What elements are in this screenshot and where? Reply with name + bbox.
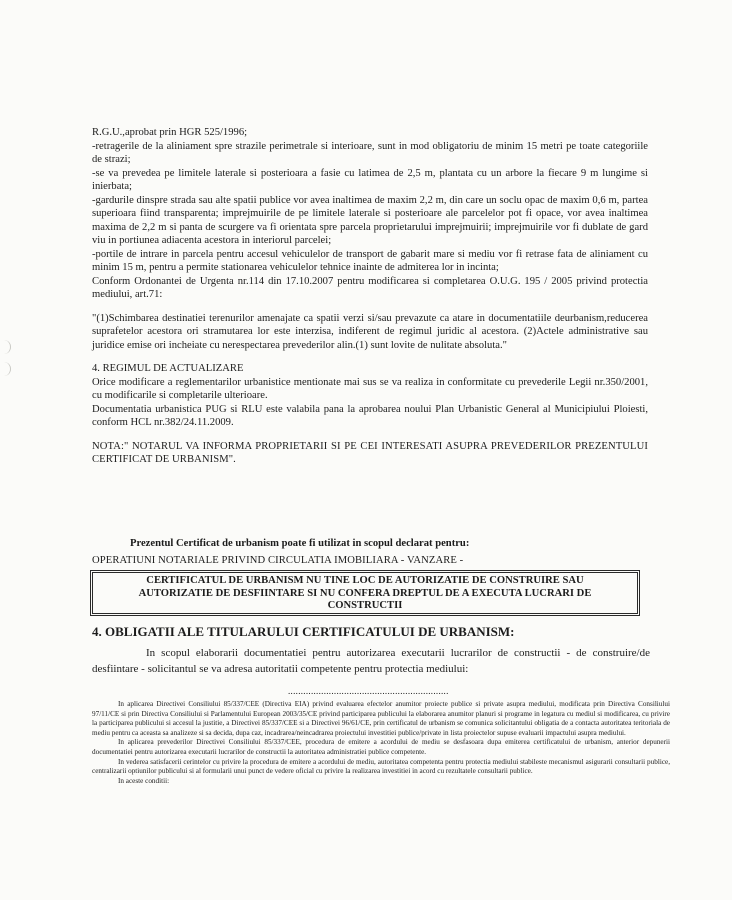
regulations-section (92, 126, 648, 467)
regime-heading: 4. REGIMUL DE ACTUALIZARE (92, 363, 244, 374)
punch-hole-mark (0, 340, 11, 354)
punch-hole-mark (0, 362, 11, 376)
dotted-line: ............................................................... (288, 686, 449, 696)
fine-paragraph: In aplicarea Directivei Consiliului 85/337/CEE (Directiva EIA) privind evaluarea efectelor anumitor proiecte publice si private asupra mediului, modificata prin Directiva Consiliului 97/11/CE si prin Directiva Consiliului si Parlamentului European 2003/35/CE privind participarea publicului la elaborarea anumitor planuri si programe in legatura cu mediul si modificarea, cu privire la participarea publicului si accesul la justitie, a Directivei 85/337/CEE si a Directivei 96/61/CE, prin certificatul de urbanism se comunica solicitantului obligatia de a contacta autoritatea teritoriala de mediu pentru ca aceasta sa analizeze si sa decida, dupa caz, incadrarea/neincadrarea proiectului investitiei publice/private in lista proiectelor supuse evaluarii impactului asupra mediului. (92, 700, 670, 737)
fine-paragraph: In aceste conditii: (118, 776, 170, 785)
quote-paragraph: "(1)Schimbarea destinatiei terenurilor amenajate ca spatii verzi si/sau prevazute ca atare in documentatiile deurbanism,reducerea suprafetelor acestora ori stramutarea lor este interzisa, indiferent de regimul juridic al acestora. (2)Actele administrative sau juridice emise ori incheiate cu nerespectarea prevederilor alin.(1) sunt lovite de nulitate absoluta." (92, 312, 648, 351)
section4-intro: In scopul elaborarii documentatiei pentru autorizarea executarii lucrarilor de constructii - de construire/de desfiintare - solicitantul se va adresa autoritatii competente pentru protectia mediului: (92, 647, 650, 675)
fine-paragraph: In vederea satisfacerii cerintelor cu privire la procedura de emitere a acordului de mediu, autoritatea competenta pentru protectia mediului stabileste mecanismul asigurarii consultarii publice, centralizarii optiunilor publicului si al formularii unui punct de vedere oficial cu privire la realizarea investitiei in acord cu rezultatele consultarii publice. (92, 757, 670, 776)
usage-value: OPERATIUNI NOTARIALE PRIVIND CIRCULATIA IMOBILIARA - VANZARE - (92, 555, 464, 566)
section4-title: 4. OBLIGATII ALE TITULARULUI CERTIFICATULUI DE URBANISM: (92, 624, 515, 639)
fences-paragraph: -gardurile dinspre strada sau alte spatii publice vor avea inaltimea de maxim 2,2 m, din care un soclu opac de maxim 0,6 m, partea superioara fiind transparenta; imprejmuirile de pe limitele laterale si posterioare ale parcelelor pot fi opace, vor avea inaltimea maxima de 2,2 m si panta de scurgere va fi orientata spre parcela proprietarului imprejmuirii; imprejmuirile vor fi dublate de gard viu in portiunea adiacenta acestora in interiorul parcelei; (92, 194, 648, 246)
warning-line: CERTIFICATUL DE URBANISM NU TINE LOC DE AUTORIZATIE DE CONSTRUIRE SAU (146, 575, 584, 586)
nota-paragraph: NOTA:" NOTARUL VA INFORMA PROPRIETARII SI PE CEI INTERESATI ASUPRA PREVEDERILOR PREZENTULUI CERTIFICAT DE URBANISM". (92, 440, 648, 465)
regime-paragraph-2: Documentatia urbanistica PUG si RLU este valabila pana la aprobarea noului Plan Urbanistic General al Municipiului Ploiesti, conform HCL nr.382/24.11.2009. (92, 403, 648, 428)
regime-paragraph-1: Orice modificare a reglementarilor urbanistice mentionate mai sus se va realiza in conformitate cu prevederile Legii nr.350/2001, cu modificarile si completarile ulterioare. (92, 376, 648, 401)
warning-box (92, 572, 638, 614)
setback-paragraph: -retragerile de la aliniament spre strazile perimetrale si interioare, sunt in mod obligatoriu de minim 15 metri pe toate categoriile de strazi; (92, 140, 648, 165)
warning-line: CONSTRUCTII (327, 600, 403, 611)
fine-print-section (92, 700, 670, 786)
rgu-line: R.G.U.,aprobat prin HGR 525/1996; (92, 127, 248, 138)
ordinance-paragraph: Conform Ordonantei de Urgenta nr.114 din 17.10.2007 pentru modificarea si completarea O.U.G. 195 / 2005 privind protectia mediului, art.71: (92, 275, 648, 300)
usage-title: Prezentul Certificat de urbanism poate fi utilizat in scopul declarat pentru: (130, 538, 470, 549)
warning-line: AUTORIZATIE DE DESFIINTARE SI NU CONFERA DREPTUL DE A EXECUTA LUCRARI DE (138, 587, 592, 599)
fine-paragraph: In aplicarea prevederilor Directivei Consiliului 85/337/CEE, procedura de emitere a acordului de mediu se desfasoara dupa emiterea certificatului de urbanism, anterior depunerii documentatiei pentru autorizarea executarii lucrarilor de constructii la autoritatea administratiei publice competente. (92, 738, 670, 756)
gates-paragraph: -portile de intrare in parcela pentru accesul vehiculelor de transport de gabarit mare si mediu vor fi retrase fata de aliniament cu minim 15 m, pentru a permite stationarea vehiculelor tehnice inainte de admiterea lor in incinta; (92, 248, 648, 273)
green-strip-paragraph: -se va prevedea pe limitele laterale si posterioara a fasie cu latimea de 2,5 m, plantata cu un arbore la fiecare 9 m lungime si inierbata; (92, 167, 648, 192)
